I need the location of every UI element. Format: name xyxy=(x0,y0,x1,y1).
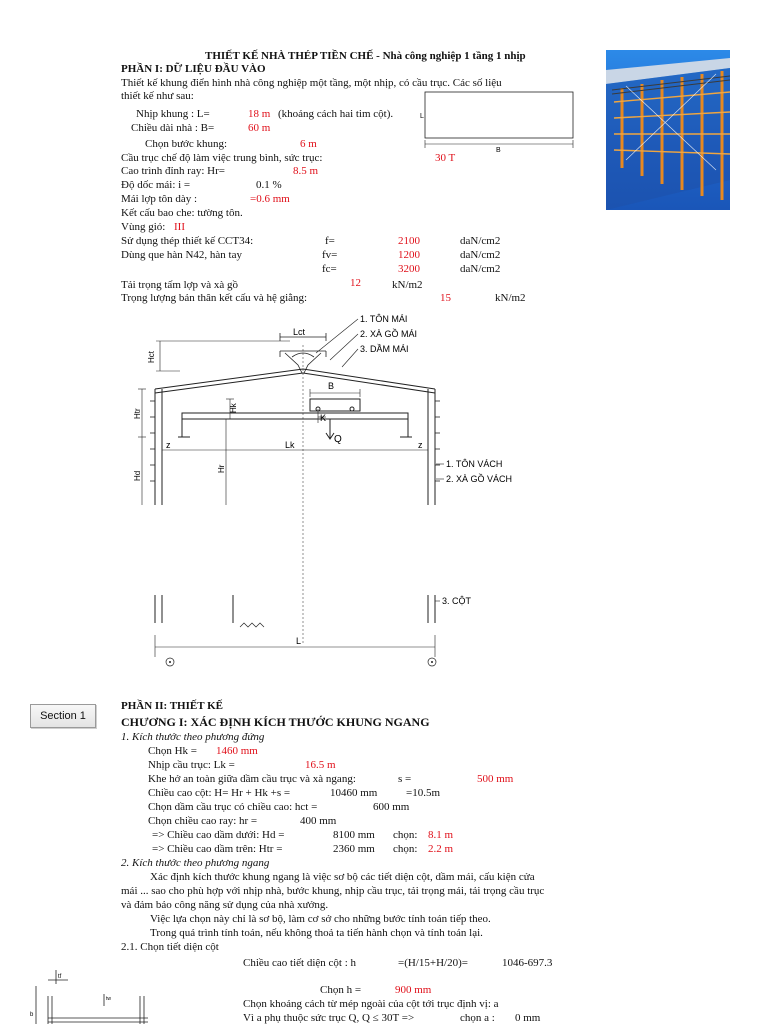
b-label: B xyxy=(328,381,335,391)
hct-label-text: Chọn dầm cầu trục có chiều cao: hct = xyxy=(148,801,318,813)
hr-label-text: Chọn chiều cao ray: hr = xyxy=(148,815,258,827)
colh-formula: =(H/15+H/20)= xyxy=(398,957,468,969)
lct-label: Lct xyxy=(293,327,306,337)
slope-value: 0.1 % xyxy=(256,179,282,191)
gap-s: s = xyxy=(398,773,412,785)
para3: Trong quá trình tính toán, nếu không thoả ta tiến hành chọn và tính toán lại. xyxy=(150,927,483,939)
cladding-text: Kết cấu bao che: tường tôn. xyxy=(121,207,243,219)
intro-line-1: Thiết kế khung điển hình nhà công nghiệp một tầng, một nhịp, có cầu trục. Các số liệu xyxy=(121,77,502,89)
mini-tf-label: tf xyxy=(58,974,62,980)
htr-chon: chọn: xyxy=(393,843,418,855)
span-note: (khoảng cách hai tim cột). xyxy=(278,108,394,120)
length-value: 60 m xyxy=(248,122,271,134)
intro-line-2: thiết kế như sau: xyxy=(121,90,194,102)
edge-cond: Vì a phụ thuộc sức trục Q, Q ≤ 30T => xyxy=(243,1012,415,1024)
weld-label: Dùng que hàn N42, hàn tay xyxy=(121,249,242,261)
legend-roof-1: 1. TÔN MÁI xyxy=(360,314,408,324)
roof-load-unit: kN/m2 xyxy=(392,279,423,291)
colh-range: 1046-697.3 xyxy=(502,957,553,969)
sub21-heading: 2.1. Chọn tiết diện cột xyxy=(121,941,219,953)
htr-label: Htr xyxy=(133,408,142,419)
fv-value: 1200 xyxy=(398,249,420,261)
cross-section-diagram xyxy=(130,305,530,677)
legend-roof-2: 2. XÀ GỒ MÁI xyxy=(360,329,418,339)
hd-mm: 8100 mm xyxy=(333,829,375,841)
plan-b-label: B xyxy=(496,147,501,154)
f-value: 2100 xyxy=(398,235,420,247)
legend-wall-1: 1. TÔN VÁCH xyxy=(446,459,503,469)
self-weight-unit: kN/m2 xyxy=(495,292,526,304)
crane-value: 30 T xyxy=(435,152,456,164)
fc-unit: daN/cm2 xyxy=(460,263,501,275)
f-label: f= xyxy=(325,235,335,247)
self-weight-label: Trọng lượng bản thân kết cấu và hệ giằng: xyxy=(121,292,308,304)
steel-label: Sử dụng thép thiết kế CCT34: xyxy=(121,235,254,247)
fv-label: fv= xyxy=(322,249,338,261)
mini-tw-label: tw xyxy=(106,996,111,1002)
span-label: Nhịp khung : L= xyxy=(136,108,210,120)
plan-l-label: L xyxy=(420,113,424,120)
l-label: L xyxy=(296,636,302,646)
para1-line2: mái ... sao cho phù hợp với nhịp nhà, bước khung, nhịp cầu trục, tải trọng mái, tải trọng cầu trục xyxy=(121,885,545,897)
i-section-sketch xyxy=(28,966,158,1024)
k-label: K xyxy=(320,413,327,423)
hd-label-text: => Chiều cao dầm dưới: Hd = xyxy=(152,829,285,841)
hct-label: Hct xyxy=(147,351,156,363)
span-value: 18 m xyxy=(248,108,271,120)
para2: Việc lựa chọn này chỉ là sơ bộ, làm cơ sở cho những bước tính toán tiếp theo. xyxy=(150,913,491,925)
sub2-heading: 2. Kích thước theo phương ngang xyxy=(121,857,270,869)
colh-label: Chiều cao tiết diện cột : h xyxy=(243,957,357,969)
plan-diagram xyxy=(412,88,578,154)
hk-label: Hk xyxy=(229,403,238,413)
hk-value: 1460 mm xyxy=(216,745,258,757)
hct-value: 600 mm xyxy=(373,801,410,813)
edge-label: Chọn khoảng cách từ mép ngoài của cột tới trục định vị: a xyxy=(243,998,499,1010)
section-1-button[interactable]: Section 1 xyxy=(30,704,96,728)
col-h-mm: 10460 mm xyxy=(330,787,378,799)
colh-choose: Chọn h = xyxy=(320,984,362,996)
fv-unit: daN/cm2 xyxy=(460,249,501,261)
part1-heading: PHẦN I: DỮ LIỆU ĐẦU VÀO xyxy=(121,63,266,75)
wind-label: Vùng gió: xyxy=(121,221,166,233)
bay-label: Chọn bước khung: xyxy=(145,138,228,150)
hd-value: 8.1 m xyxy=(428,829,454,841)
steel-frame-3d-image xyxy=(606,50,730,210)
sheet-value: =0.6 mm xyxy=(250,193,290,205)
slope-label: Độ dốc mái: i = xyxy=(121,179,191,191)
fc-value: 3200 xyxy=(398,263,420,275)
rail-label: Cao trình đỉnh ray: Hr= xyxy=(121,165,225,177)
colh-value: 900 mm xyxy=(395,984,432,996)
steel-frame-3d-drawing xyxy=(606,50,730,210)
legend-wall-2: 2. XÀ GỒ VÁCH xyxy=(446,474,513,484)
htr-mm: 2360 mm xyxy=(333,843,375,855)
col-h-m: =10.5m xyxy=(406,787,441,799)
htr-label-text: => Chiều cao dầm trên: Htr = xyxy=(152,843,283,855)
mini-b-label: b xyxy=(30,1012,34,1018)
wind-value: III xyxy=(174,221,185,233)
page-title: THIẾT KẾ NHÀ THÉP TIỀN CHẾ - Nhà công nghiệp 1 tầng 1 nhịp xyxy=(205,50,526,62)
roof-load-value: 12 xyxy=(350,277,361,289)
hk-label-text: Chọn Hk = xyxy=(148,745,197,757)
fc-label: fc= xyxy=(322,263,337,275)
roof-load-label: Tải trọng tấm lợp và xà gồ xyxy=(121,279,239,291)
chapter-heading: CHƯƠNG I: XÁC ĐỊNH KÍCH THƯỚC KHUNG NGANG xyxy=(121,715,430,729)
self-weight-value: 15 xyxy=(440,292,451,304)
bay-value: 6 m xyxy=(300,138,317,150)
z-left-label: z xyxy=(166,440,171,450)
hr-value: 400 mm xyxy=(300,815,337,827)
legend-column: 3. CỘT xyxy=(442,596,472,606)
col-h-label: Chiều cao cột: H= Hr + Hk +s = xyxy=(148,787,291,799)
gap-label: Khe hở an toàn giữa dầm cầu trục và xà ngang: xyxy=(148,773,356,785)
htr-value: 2.2 m xyxy=(428,843,454,855)
para1-line1: Xác định kích thước khung ngang là việc sơ bộ các tiết diện cột, dầm mái, cấu kiện cửa xyxy=(150,871,535,883)
z-right-label: z xyxy=(418,440,423,450)
para1-line3: và đảm bảo công năng sử dụng của nhà xưởng. xyxy=(121,899,329,911)
q-label: Q xyxy=(334,434,342,445)
crane-label: Cầu trục chế độ làm việc trung bình, sức trục: xyxy=(121,152,323,164)
rail-value: 8.5 m xyxy=(293,165,319,177)
hd-chon: chọn: xyxy=(393,829,418,841)
sheet-label: Mái lợp tôn dày : xyxy=(121,193,198,205)
hd-label: Hd xyxy=(133,470,142,481)
length-label: Chiều dài nhà : B= xyxy=(131,122,215,134)
lk-value: 16.5 m xyxy=(305,759,336,771)
gap-value: 500 mm xyxy=(477,773,514,785)
lk-label-text: Nhịp cầu trục: Lk = xyxy=(148,759,235,771)
sub1-heading: 1. Kích thước theo phương đứng xyxy=(121,731,265,743)
part2-heading: PHẦN II: THIẾT KẾ xyxy=(121,700,223,712)
lk-label: Lk xyxy=(285,440,295,450)
edge-choose: chọn a : xyxy=(460,1012,495,1024)
hr-label: Hr xyxy=(217,464,226,473)
legend-roof-3: 3. DẦM MÁI xyxy=(360,344,409,354)
edge-value: 0 mm xyxy=(515,1012,541,1024)
f-unit: daN/cm2 xyxy=(460,235,501,247)
